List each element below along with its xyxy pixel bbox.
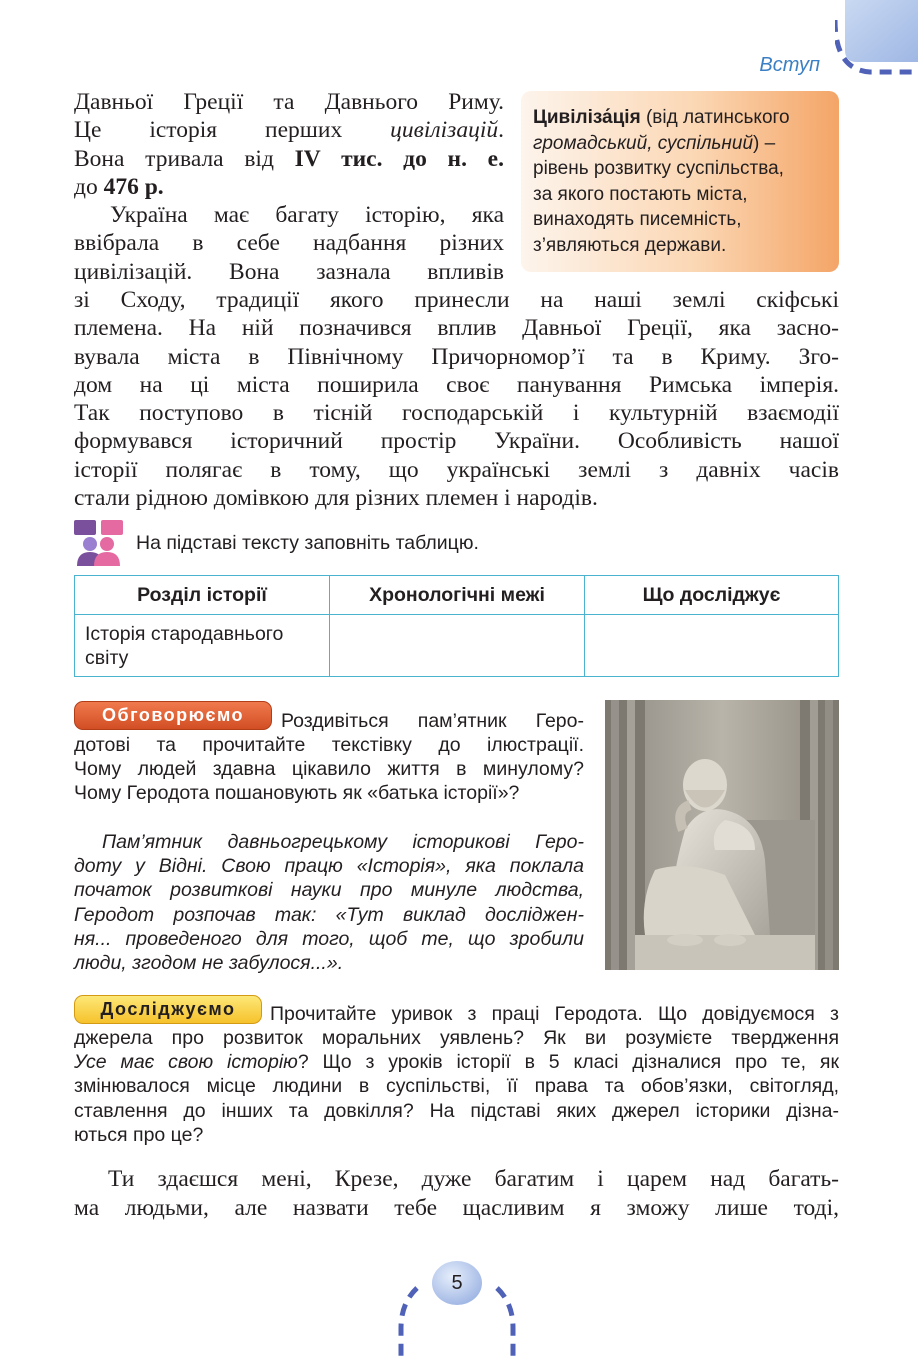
para-line: дом на ці міста поширила своє панування Римська імперія. [74,371,839,398]
herodotus-statue-photo [605,700,839,970]
table-header-row [75,576,839,615]
caption-line: люди, згодом не забулося...». [74,952,344,975]
quote-line: Ти здаєшся мені, Крезе, дуже багатим і царем над багать- [108,1166,839,1192]
section-label: Вступ [759,54,820,76]
explore-text [74,1026,839,1147]
ukraine-paragraph-wide [74,286,839,512]
definition-box [521,91,839,272]
para-line: племена. На ній позначився вплив Давньої Греції, яка засно- [74,315,839,342]
table-row [75,615,839,677]
intro-paragraph [74,88,504,201]
caption-line: початок розвиткові науки про минуле людства, [74,879,584,902]
end-date: 476 р. [103,173,164,200]
italic-phrase: Усе має свою історію [74,1051,298,1074]
definition-line: винаходять писемність, [533,209,742,230]
definition-origin: громадський, суспільний [533,132,754,154]
corner-tab-decoration [835,0,918,75]
explore-line: ються про це? [74,1123,204,1146]
para-line: Так поступово в тісній господарській і культурній взаємодії [74,400,839,427]
para-line: вувала міста в Північному Причорномор’ї та в Криму. Зго- [74,343,839,370]
text-run: (від латинського [640,107,790,128]
caption-line: Пам’ятник давньогрецькому історикові Геро- [102,831,584,853]
explore-line: змінювалося місце людини в суспільстві, її права та обов’язки, світогляд, [74,1075,839,1098]
para-line: зі Сходу, традиції якого принесли на наші землі скіфські [74,287,839,313]
explore-line: джерела про розвиток моральних уявлень? Як ви розумієте твердження [74,1027,839,1049]
para-line: ввібрала в себе надбання різних [74,230,504,257]
intro-line-4 [74,173,504,201]
quote-line: ма людьми, але назвати тебе щасливим я зможу лише тоді, [74,1195,839,1221]
text-run: до [74,173,104,200]
para-line: історії полягає в тому, що українські землі з давніх часів [74,456,839,483]
discuss-text [74,733,584,806]
para-line: цивілізацій. Вона зазнала впливів [74,258,504,285]
table-cell-empty[interactable] [585,615,839,677]
caption-line: ня... проведеного для того, щоб те, що зробили [74,927,584,950]
history-table [74,575,839,677]
definition-line-2 [533,131,833,157]
intro-line-3 [74,145,504,173]
explore-label: Досліджуємо [74,995,262,1024]
para-line: Україна має багату історію, яка [110,202,504,228]
term-civilizations: цивілізацій [390,117,499,144]
table-header-cell: Що досліджує [585,576,839,615]
caption-line: доту у Відні. Свою працю «Історія», яка поклала [74,855,584,878]
explore-line [74,1050,839,1074]
intro-line-2 [74,116,504,144]
text-run: ? Що з уроків історії в 5 класі дізналися про те, як [297,1051,839,1074]
text-run: Вона тривала від [74,145,295,172]
task-instruction: На підставі тексту заповніть таблицю. [136,532,479,554]
definition-text [533,105,833,258]
discuss-line: Чому Геродота пошановують як «батька історії»? [74,782,520,805]
definition-line: з’являються держави. [533,234,727,256]
discuss-line: Чому людей здавна цікавило життя в минулому? [74,758,584,781]
photo-caption [74,830,584,975]
date-range: IV тис. до н. е. [294,145,504,172]
discuss-line: дотові та прочитайте текстівку до ілюстрації. [74,734,584,756]
para-line: стали рідною домівкою для різних племен і народів. [74,485,598,512]
herodotus-quote [74,1165,839,1223]
text-run: . [498,117,504,144]
text-run: Це історія перших [74,117,391,144]
explore-line-1: Прочитайте уривок з праці Геродота. Що довідуємося з [270,1003,839,1025]
definition-line: рівень розвитку суспільства, [533,158,784,179]
page-number: 5 [451,1272,463,1294]
para-line: формувався історичний простір України. Особливість нашої [74,428,839,455]
definition-line: за якого постають міста, [533,183,748,205]
intro-line-1: Давньої Греції та Давнього Риму. [74,89,504,115]
table-cell: Історія стародавнього світу [75,615,330,677]
table-header-cell: Хронологічні межі [330,576,585,615]
explore-line: ставлення до інших та довкілля? На підставі яких джерел історики дізна- [74,1099,839,1122]
definition-line-1 [533,105,833,131]
text-run: ) – [753,132,776,154]
group-work-icon [74,520,124,568]
discuss-line-1: Роздивіться пам’ятник Геро- [281,710,584,732]
discuss-label: Обговорюємо [74,701,272,730]
ukraine-paragraph-narrow [74,201,504,286]
caption-line: Геродот розпочав так: «Тут виклад досліджен- [74,903,584,926]
table-cell-empty[interactable] [330,615,585,677]
table-header-cell: Розділ історії [75,576,330,615]
definition-term: Цивіліза́ція [533,107,641,128]
